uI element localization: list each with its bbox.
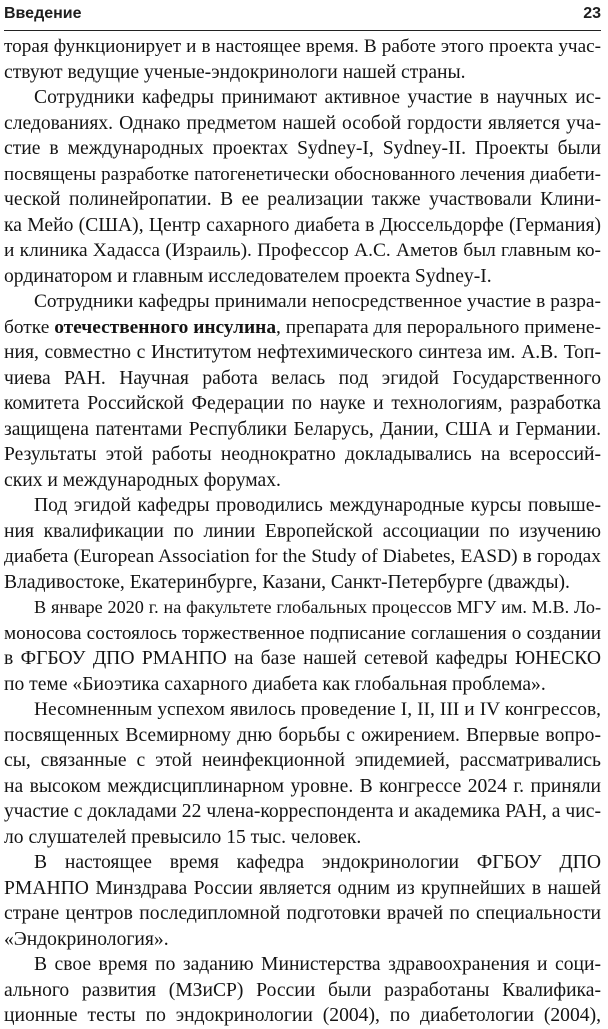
text-line	[4, 315, 601, 341]
text-line: ционные тесты по эндокринологии (2004), по диабетологии (2004),	[4, 1005, 601, 1026]
text-line: следованиях. Однако предметом нашей особой гордости является уча-	[4, 112, 601, 134]
text-line: Несомненным успехом явилось проведение I, II, III и IV конгрессов,	[34, 699, 601, 720]
body-text	[4, 34, 601, 1029]
text-line: торая функционирует и в настоящее время. В работе этого проекта учас-	[4, 36, 601, 57]
text-line: по теме «Биоэтика сахарного диабета как глобальная проблема».	[4, 673, 546, 695]
text-line: ка Мейо (США), Центр сахарного диабета в Дюссельдорфе (Германия)	[4, 214, 601, 236]
text-line: ния квалификации по линии Европейской ассоциации по изучению	[4, 520, 601, 542]
text-line: «Эндокринология».	[4, 928, 169, 950]
text-line: диабета (European Association for the Study of Diabetes, EASD) в городах	[4, 546, 601, 567]
text-line: посвящены разработке патогенетически обоснованного лечения диабети-	[4, 163, 601, 185]
running-header	[4, 2, 601, 31]
text-line: ального развития (МЗиСР) России были разработаны Квалифика-	[4, 979, 601, 1001]
text-line: РМАНПО Минздрава России является одним из крупнейших в нашей	[4, 877, 601, 899]
text-line: стране центров последипломной подготовки врачей по специальности	[4, 903, 601, 924]
text-line: Владивостоке, Екатеринбурге, Казани, Санкт-Петербурге (дважды).	[4, 571, 570, 593]
text-line: ло слушателей превысило 15 тыс. человек.	[4, 826, 362, 848]
text-line: Сотрудники кафедры принимали непосредственное участие в разра-	[34, 291, 601, 312]
text-line: в ФГБОУ ДПО РМАНПО на базе нашей сетевой кафедры ЮНЕСКО	[4, 648, 601, 669]
text-line: на высоком междисциплинарном уровне. В конгрессе 2024 г. приняли	[4, 775, 601, 797]
bold-term: отечественного инсулина	[54, 316, 277, 338]
text-line: Результаты этой работы неоднократно докладывались на всероссий-	[4, 444, 601, 465]
text-line: комитета Российской Федерации по науке и технологиям, разработка	[4, 393, 601, 414]
text-line: чиева РАН. Научная работа велась под эгидой Государственного	[4, 367, 601, 389]
text-line: участие с докладами 22 члена-корреспондента и академика РАН, а чис-	[4, 801, 601, 822]
text-line: В свое время по заданию Министерства здравоохранения и соци-	[34, 954, 601, 975]
text-line: Сотрудники кафедры принимают активное участие в научных ис-	[34, 87, 601, 108]
text-line: ординатором и главным исследователем проекта Sydney-I.	[4, 265, 492, 287]
text-fragment: ботке	[4, 316, 55, 338]
text-fragment: , препарата для перорального примене-	[276, 316, 602, 338]
text-line: стие в международных проектах Sydney-I, Sydney-II. Проекты были	[4, 138, 601, 159]
text-line: Под эгидой кафедры проводились международные курсы повыше-	[34, 495, 601, 516]
text-line: В январе 2020 г. на факультете глобальных процессов МГУ им. М.В. Ло-	[34, 597, 601, 617]
section-title: Введение	[4, 5, 82, 22]
text-line: посвященных Всемирному дню борьбы с ожирением. Впервые вопро-	[4, 724, 601, 746]
text-line: моносова состоялось торжественное подписание соглашения о создании	[4, 622, 601, 644]
text-line: ских и международных форумах.	[4, 469, 281, 491]
text-line: ческой полинейропатии. В ее реализации также участвовали Клини-	[4, 189, 601, 210]
text-line: ствуют ведущие ученые-эндокринологи нашей страны.	[4, 61, 466, 83]
page-number: 23	[583, 5, 601, 22]
text-line: сы, связанные с этой неинфекционной эпидемией, рассматривались	[4, 750, 601, 771]
text-line: В настоящее время кафедра эндокринологии ФГБОУ ДПО	[34, 852, 601, 873]
text-line: и клиника Хадасса (Израиль). Профессор А.С. Аметов был главным ко-	[4, 240, 601, 261]
text-line: ния, совместно с Институтом нефтехимического синтеза им. А.В. Топ-	[4, 342, 601, 363]
text-line: защищена патентами Республики Беларусь, Дании, США и Германии.	[4, 418, 601, 440]
